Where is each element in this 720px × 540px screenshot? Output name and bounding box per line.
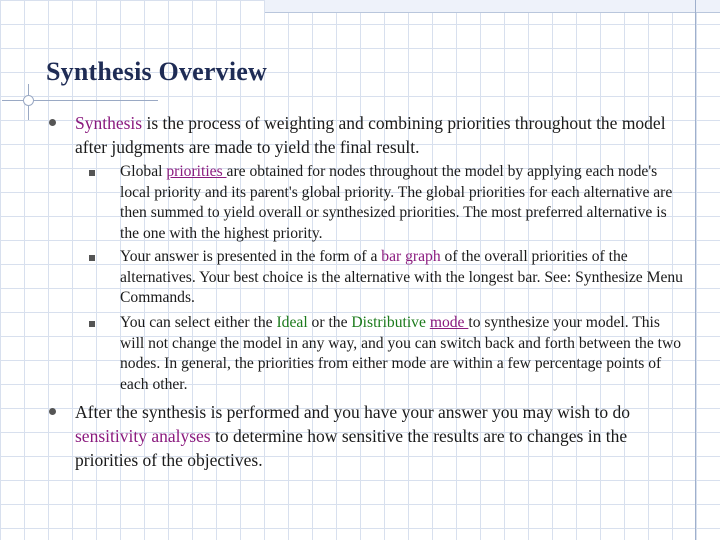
bullet-1 — [75, 111, 675, 159]
slide-title: Synthesis Overview — [46, 57, 267, 86]
sub-bullet-3-suffix: to synthesize your model. This will not change the model in any way, and you can switch back and forth between the two nodes. In general, the priorities from either mode are within a few percentage points of each other. — [120, 314, 682, 393]
priorities-link[interactable]: priorities — [166, 163, 227, 180]
right-vertical-rule — [695, 0, 696, 540]
sub-bullet-square-icon — [89, 170, 95, 176]
sub-bullet-2-prefix: Your answer is presented in the form of a — [120, 248, 382, 265]
bullet-dot-icon — [49, 119, 56, 126]
mode-link[interactable]: mode — [429, 314, 469, 331]
sub-bullet-3 — [120, 313, 686, 395]
sub-bullet-3-mid1: or the — [307, 314, 352, 331]
sub-bullet-2-suffix: of the overall priorities of the alternatives. Your best choice is the alternative with the longest bar. See: Synthesize Menu Commands. — [120, 248, 683, 307]
bullet-2 — [75, 400, 675, 472]
bullet-2-suffix: to determine how sensitive the results are to changes in the priorities of the objectives. — [75, 426, 628, 470]
sensitivity-analyses-link[interactable]: sensitivity analyses — [75, 426, 211, 446]
bullet-1-text: is the process of weighting and combining priorities throughout the model after judgments are made to yield the final result. — [75, 113, 666, 157]
synthesis-link[interactable]: Synthesis — [75, 113, 143, 133]
ideal-link[interactable]: Ideal — [276, 314, 308, 331]
bullet-dot-icon — [49, 408, 56, 415]
distributive-link[interactable]: Distributive — [351, 314, 426, 331]
sub-bullet-1-prefix: Global — [120, 163, 167, 180]
crosshair-circle-icon — [23, 95, 34, 106]
sub-bullet-3-prefix: You can select either the — [120, 314, 277, 331]
top-decoration-band — [265, 0, 720, 13]
sub-bullet-1-suffix: are obtained for nodes throughout the model by applying each node's local priority and its parent's global priority. The global priorities for each alternative are then summed to yield overall or synthesized priorities. The most preferred alternative is the one with the highest priority. — [120, 163, 673, 242]
bar-graph-link[interactable]: bar graph — [381, 248, 441, 265]
bullet-2-prefix: After the synthesis is performed and you have your answer you may wish to do — [75, 402, 631, 422]
sub-bullet-1 — [120, 162, 686, 244]
sub-bullet-square-icon — [89, 255, 95, 261]
sub-bullet-2 — [120, 247, 686, 309]
sub-bullet-square-icon — [89, 321, 95, 327]
